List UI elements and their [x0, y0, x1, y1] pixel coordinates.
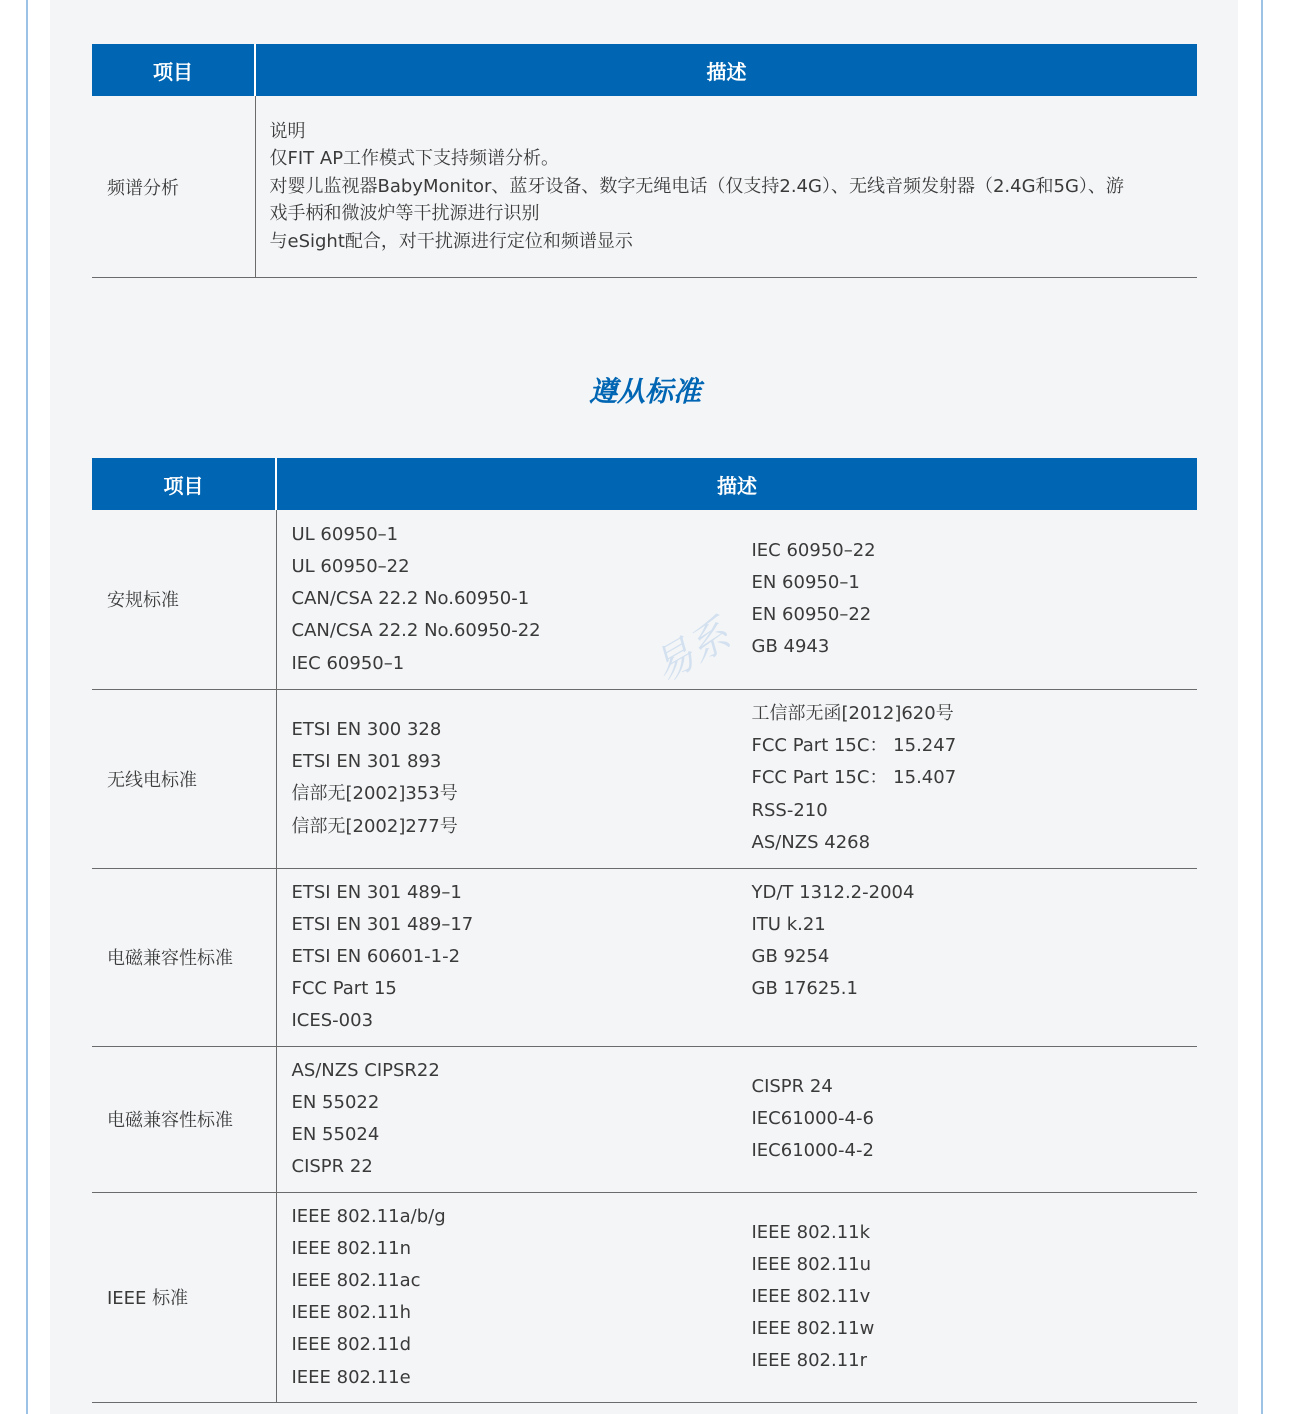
table-row: [92, 96, 1197, 278]
standard-entry: GB 9254: [751, 945, 830, 967]
table-row: [92, 868, 1197, 1046]
header-item: 项目: [92, 44, 255, 96]
row-item-label: IEEE 标准: [92, 1192, 276, 1402]
desc-line: 戏手柄和微波炉等干扰源进行识别: [269, 203, 540, 225]
standard-entry: GB 4943: [751, 636, 830, 658]
standard-entry: IEEE 802.11r: [751, 1350, 868, 1372]
standard-entry: IEC61000-4-6: [751, 1107, 874, 1129]
standard-entry: GB 17625.1: [751, 978, 858, 1000]
standard-entry: IEEE 802.11ac: [291, 1269, 421, 1291]
standard-entry: FCC Part 15C： 15.247: [751, 735, 957, 757]
standard-entry: AS/NZS 4268: [751, 831, 871, 853]
standards-left-column: [292, 1055, 752, 1184]
desc-line: 仅FIT AP工作模式下支持频谱分析。: [269, 148, 560, 170]
table-row: [92, 1046, 1197, 1192]
page-frame-right: [1261, 0, 1263, 1414]
table-header-row: [92, 458, 1197, 510]
standard-entry: CAN/CSA 22.2 No.60950-1: [291, 588, 530, 610]
standard-entry: IEEE 802.11u: [751, 1253, 872, 1275]
standard-entry: ETSI EN 301 489–17: [291, 913, 474, 935]
standard-entry: IEEE 802.11d: [291, 1334, 412, 1356]
standard-entry: UL 60950–22: [291, 555, 410, 577]
standard-entry: IEC 60950–1: [291, 652, 405, 674]
standard-entry: 信部无[2002]277号: [291, 815, 458, 837]
standard-entry: UL 60950–1: [291, 523, 399, 545]
standard-entry: EN 60950–1: [751, 572, 860, 594]
standard-entry: CISPR 22: [291, 1156, 373, 1178]
standard-entry: ETSI EN 300 328: [291, 719, 442, 741]
row-description: [255, 96, 1197, 278]
table-row: [92, 1192, 1197, 1402]
table-row: [92, 689, 1197, 868]
standard-entry: IEEE 802.11n: [291, 1237, 412, 1259]
standard-entry: IEEE 802.11w: [751, 1318, 875, 1340]
row-description: [276, 689, 1197, 868]
row-item-label: 电磁兼容性标准: [92, 868, 276, 1046]
standards-right-column: [752, 698, 1198, 859]
standards-right-column: [752, 535, 1198, 664]
row-description: [276, 510, 1197, 689]
standards-table: [92, 458, 1197, 1403]
standards-right-column: [752, 1071, 1198, 1168]
row-item-label: 安规标准: [92, 510, 276, 689]
standard-entry: CAN/CSA 22.2 No.60950-22: [291, 620, 541, 642]
row-description: [276, 1046, 1197, 1192]
standard-entry: EN 55022: [291, 1091, 380, 1113]
standards-left-column: [292, 714, 752, 843]
standard-entry: AS/NZS CIPSR22: [291, 1059, 440, 1081]
standard-entry: 信部无[2002]353号: [291, 783, 458, 805]
standard-entry: ITU k.21: [751, 913, 826, 935]
row-description: [276, 868, 1197, 1046]
standard-entry: ETSI EN 60601-1-2: [291, 945, 461, 967]
header-desc: 描述: [255, 44, 1197, 96]
header-desc: 描述: [276, 458, 1197, 510]
standard-entry: EN 60950–22: [751, 604, 872, 626]
standard-entry: ETSI EN 301 893: [291, 751, 442, 773]
standard-entry: IEC61000-4-2: [751, 1140, 874, 1162]
spectrum-table: [92, 44, 1197, 278]
row-item-label: 频谱分析: [92, 96, 255, 278]
row-item-label: 无线电标准: [92, 689, 276, 868]
standards-right-column: [752, 1217, 1198, 1378]
desc-line: 对婴儿监视器BabyMonitor、蓝牙设备、数字无绳电话（仅支持2.4G）、无线音频发射器（2.4G和5G）、游: [269, 175, 1124, 197]
standard-entry: ETSI EN 301 489–1: [291, 881, 462, 903]
table-row: [92, 510, 1197, 689]
desc-line: 与eSight配合，对干扰源进行定位和频谱显示: [269, 230, 633, 252]
standard-entry: IEEE 802.11v: [751, 1286, 871, 1308]
standard-entry: FCC Part 15: [291, 978, 397, 1000]
standard-entry: ICES-003: [291, 1010, 374, 1032]
standards-left-column: [292, 877, 752, 1038]
standard-entry: IEEE 802.11e: [291, 1366, 411, 1388]
standard-entry: CISPR 24: [751, 1075, 833, 1097]
desc-line: 说明: [269, 120, 306, 142]
header-item: 项目: [92, 458, 276, 510]
row-description: [276, 1192, 1197, 1402]
standards-right-column: [752, 877, 1198, 1006]
row-item-label: 电磁兼容性标准: [92, 1046, 276, 1192]
standard-entry: RSS-210: [751, 799, 828, 821]
standards-left-column: [292, 1201, 752, 1394]
standard-entry: IEC 60950–22: [751, 539, 876, 561]
page-frame-left: [26, 0, 28, 1414]
standard-entry: 工信部无函[2012]620号: [751, 702, 954, 724]
standard-entry: FCC Part 15C： 15.407: [751, 767, 957, 789]
standard-entry: IEEE 802.11a/b/g: [291, 1205, 446, 1227]
standard-entry: YD/T 1312.2-2004: [751, 881, 915, 903]
standard-entry: EN 55024: [291, 1124, 380, 1146]
section-title: 遵从标准: [588, 375, 701, 408]
standard-entry: IEEE 802.11h: [291, 1302, 412, 1324]
standard-entry: IEEE 802.11k: [751, 1221, 871, 1243]
table-header-row: [92, 44, 1197, 96]
watermark-text: 易系: [645, 611, 738, 692]
